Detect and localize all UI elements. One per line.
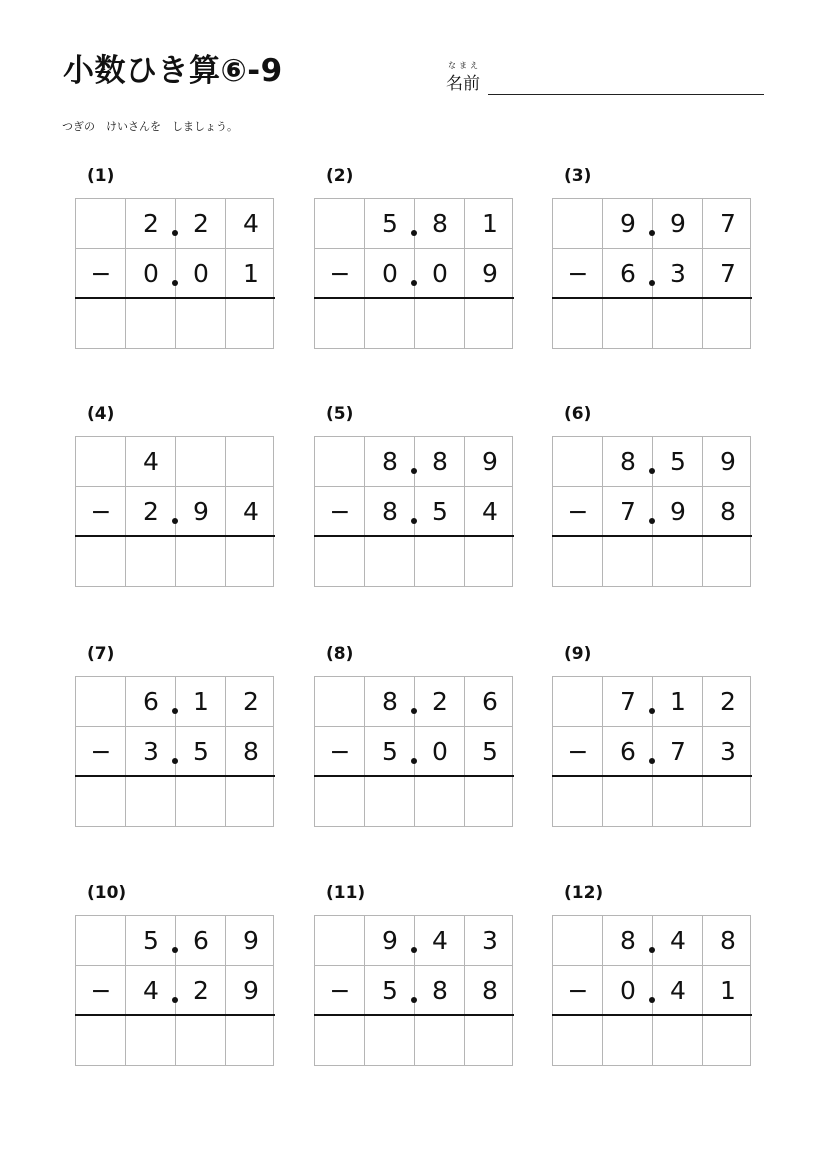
problem-number: (1) bbox=[87, 166, 115, 186]
answer-grid bbox=[314, 676, 513, 827]
minus-sign: − bbox=[90, 976, 112, 1005]
minus-sign: − bbox=[90, 737, 112, 766]
minuend-digit: 8 bbox=[432, 447, 448, 476]
answer-cell[interactable] bbox=[703, 537, 753, 587]
subtrahend-digit: 3 bbox=[143, 737, 159, 766]
minus-sign: − bbox=[567, 737, 589, 766]
subtrahend-digit: 3 bbox=[670, 259, 686, 288]
decimal-point bbox=[172, 997, 178, 1003]
decimal-point bbox=[411, 468, 417, 474]
minuend-digit bbox=[76, 199, 126, 249]
minuend-digit: 5 bbox=[143, 926, 159, 955]
minus-sign: − bbox=[329, 737, 351, 766]
minuend-digit: 4 bbox=[670, 926, 686, 955]
answer-cell[interactable] bbox=[553, 1016, 603, 1066]
answer-cell[interactable] bbox=[465, 299, 515, 349]
subtrahend-digit: 8 bbox=[482, 976, 498, 1005]
minuend-digit: 7 bbox=[720, 209, 736, 238]
minuend-digit: 4 bbox=[143, 447, 159, 476]
answer-cell[interactable] bbox=[365, 1016, 415, 1066]
minuend-digit bbox=[315, 437, 365, 487]
answer-grid bbox=[75, 676, 274, 827]
answer-cell[interactable] bbox=[465, 537, 515, 587]
minuend-digit bbox=[553, 437, 603, 487]
subtrahend-digit: 5 bbox=[382, 737, 398, 766]
minuend-digit: 2 bbox=[432, 687, 448, 716]
minus-sign: − bbox=[567, 976, 589, 1005]
minuend-digit bbox=[553, 199, 603, 249]
minuend-digit bbox=[176, 437, 226, 487]
answer-cell[interactable] bbox=[703, 777, 753, 827]
answer-cell[interactable] bbox=[126, 777, 176, 827]
name-label: 名前 bbox=[446, 74, 480, 94]
answer-cell[interactable] bbox=[176, 299, 226, 349]
subtrahend-digit: 7 bbox=[670, 737, 686, 766]
answer-grid bbox=[75, 436, 274, 587]
minuend-digit: 1 bbox=[670, 687, 686, 716]
minuend-digit: 2 bbox=[243, 687, 259, 716]
answer-cell[interactable] bbox=[553, 299, 603, 349]
answer-cell[interactable] bbox=[603, 777, 653, 827]
subtrahend-digit: 0 bbox=[143, 259, 159, 288]
answer-cell[interactable] bbox=[365, 777, 415, 827]
decimal-point bbox=[172, 518, 178, 524]
decimal-point bbox=[649, 947, 655, 953]
problem-number: (2) bbox=[326, 166, 354, 186]
subtrahend-digit: 6 bbox=[620, 737, 636, 766]
subtrahend-digit: 5 bbox=[382, 976, 398, 1005]
problem-number: (12) bbox=[564, 883, 604, 903]
decimal-point bbox=[411, 997, 417, 1003]
decimal-point bbox=[649, 230, 655, 236]
minuend-digit: 9 bbox=[243, 926, 259, 955]
minuend-digit: 2 bbox=[143, 209, 159, 238]
minuend-digit: 1 bbox=[482, 209, 498, 238]
answer-cell[interactable] bbox=[603, 1016, 653, 1066]
decimal-point bbox=[649, 997, 655, 1003]
answer-cell[interactable] bbox=[76, 777, 126, 827]
subtrahend-digit: 1 bbox=[720, 976, 736, 1005]
decimal-point bbox=[411, 758, 417, 764]
answer-cell[interactable] bbox=[603, 537, 653, 587]
subtrahend-digit: 4 bbox=[482, 497, 498, 526]
decimal-point bbox=[411, 947, 417, 953]
minus-sign: − bbox=[90, 259, 112, 288]
answer-cell[interactable] bbox=[703, 1016, 753, 1066]
answer-grid bbox=[314, 915, 513, 1066]
decimal-point bbox=[649, 758, 655, 764]
minuend-digit bbox=[553, 916, 603, 966]
minuend-digit: 5 bbox=[382, 209, 398, 238]
answer-cell[interactable] bbox=[415, 777, 465, 827]
minuend-digit: 9 bbox=[620, 209, 636, 238]
decimal-point bbox=[649, 468, 655, 474]
answer-cell[interactable] bbox=[226, 777, 276, 827]
answer-grid bbox=[314, 198, 513, 349]
answer-cell[interactable] bbox=[365, 537, 415, 587]
answer-grid bbox=[552, 436, 751, 587]
answer-cell[interactable] bbox=[226, 537, 276, 587]
subtrahend-digit: 8 bbox=[720, 497, 736, 526]
decimal-point bbox=[172, 947, 178, 953]
answer-cell[interactable] bbox=[465, 777, 515, 827]
subtrahend-digit: 5 bbox=[482, 737, 498, 766]
decimal-point bbox=[649, 280, 655, 286]
answer-cell[interactable] bbox=[126, 299, 176, 349]
subtrahend-digit: 1 bbox=[243, 259, 259, 288]
subtrahend-digit: 0 bbox=[432, 737, 448, 766]
decimal-point bbox=[172, 758, 178, 764]
answer-cell[interactable] bbox=[315, 299, 365, 349]
problem-number: (9) bbox=[564, 644, 592, 664]
minuend-digit: 9 bbox=[382, 926, 398, 955]
minuend-digit: 8 bbox=[432, 209, 448, 238]
minus-sign: − bbox=[567, 497, 589, 526]
minuend-digit: 8 bbox=[382, 447, 398, 476]
subtrahend-digit: 4 bbox=[143, 976, 159, 1005]
decimal-point bbox=[411, 708, 417, 714]
decimal-point bbox=[649, 708, 655, 714]
minus-sign: − bbox=[567, 259, 589, 288]
answer-cell[interactable] bbox=[653, 299, 703, 349]
subtrahend-digit: 2 bbox=[143, 497, 159, 526]
answer-cell[interactable] bbox=[415, 1016, 465, 1066]
answer-cell[interactable] bbox=[653, 777, 703, 827]
decimal-point bbox=[172, 280, 178, 286]
name-ruby: なまえ bbox=[448, 61, 481, 70]
subtrahend-digit: 8 bbox=[382, 497, 398, 526]
subtrahend-digit: 0 bbox=[432, 259, 448, 288]
minuend-digit: 2 bbox=[193, 209, 209, 238]
answer-cell[interactable] bbox=[703, 299, 753, 349]
problem-number: (10) bbox=[87, 883, 127, 903]
minuend-digit: 9 bbox=[720, 447, 736, 476]
problem-number: (3) bbox=[564, 166, 592, 186]
decimal-point bbox=[411, 518, 417, 524]
minuend-digit bbox=[76, 916, 126, 966]
subtrahend-digit: 0 bbox=[382, 259, 398, 288]
answer-cell[interactable] bbox=[553, 777, 603, 827]
minuend-digit: 4 bbox=[432, 926, 448, 955]
answer-cell[interactable] bbox=[76, 537, 126, 587]
answer-grid bbox=[552, 676, 751, 827]
decimal-point bbox=[411, 280, 417, 286]
subtrahend-digit: 2 bbox=[193, 976, 209, 1005]
answer-cell[interactable] bbox=[653, 537, 703, 587]
subtrahend-digit: 4 bbox=[670, 976, 686, 1005]
answer-cell[interactable] bbox=[176, 1016, 226, 1066]
minuend-digit: 8 bbox=[382, 687, 398, 716]
answer-cell[interactable] bbox=[226, 299, 276, 349]
problem-number: (11) bbox=[326, 883, 366, 903]
answer-cell[interactable] bbox=[365, 299, 415, 349]
problem-number: (8) bbox=[326, 644, 354, 664]
subtrahend-digit: 5 bbox=[193, 737, 209, 766]
answer-grid bbox=[75, 198, 274, 349]
answer-cell[interactable] bbox=[315, 1016, 365, 1066]
answer-cell[interactable] bbox=[315, 537, 365, 587]
decimal-point bbox=[649, 518, 655, 524]
answer-grid bbox=[75, 915, 274, 1066]
name-write-line[interactable] bbox=[488, 94, 764, 95]
answer-cell[interactable] bbox=[126, 537, 176, 587]
answer-cell[interactable] bbox=[465, 1016, 515, 1066]
minuend-digit: 9 bbox=[670, 209, 686, 238]
minuend-digit: 6 bbox=[482, 687, 498, 716]
instruction-text: つぎの けいさんを しましょう。 bbox=[62, 120, 238, 133]
worksheet-title: 小数ひき算⑥-9 bbox=[63, 53, 283, 89]
minuend-digit bbox=[76, 437, 126, 487]
subtrahend-digit: 0 bbox=[620, 976, 636, 1005]
minuend-digit: 7 bbox=[620, 687, 636, 716]
subtrahend-digit: 8 bbox=[432, 976, 448, 1005]
subtrahend-digit: 3 bbox=[720, 737, 736, 766]
problem-number: (4) bbox=[87, 404, 115, 424]
minus-sign: − bbox=[329, 497, 351, 526]
problem-number: (7) bbox=[87, 644, 115, 664]
minuend-digit: 6 bbox=[193, 926, 209, 955]
minuend-digit: 4 bbox=[243, 209, 259, 238]
subtrahend-digit: 6 bbox=[620, 259, 636, 288]
subtrahend-digit: 9 bbox=[193, 497, 209, 526]
minuend-digit: 5 bbox=[670, 447, 686, 476]
subtrahend-digit: 9 bbox=[243, 976, 259, 1005]
minuend-digit: 6 bbox=[143, 687, 159, 716]
problem-number: (5) bbox=[326, 404, 354, 424]
decimal-point bbox=[172, 230, 178, 236]
subtrahend-digit: 9 bbox=[482, 259, 498, 288]
minus-sign: − bbox=[329, 976, 351, 1005]
minuend-digit bbox=[76, 677, 126, 727]
subtrahend-digit: 7 bbox=[720, 259, 736, 288]
minuend-digit: 9 bbox=[482, 447, 498, 476]
decimal-point bbox=[411, 230, 417, 236]
answer-grid bbox=[552, 915, 751, 1066]
minuend-digit: 8 bbox=[720, 926, 736, 955]
answer-cell[interactable] bbox=[415, 537, 465, 587]
minuend-digit: 3 bbox=[482, 926, 498, 955]
answer-grid bbox=[314, 436, 513, 587]
answer-cell[interactable] bbox=[415, 299, 465, 349]
answer-cell[interactable] bbox=[315, 777, 365, 827]
minuend-digit bbox=[315, 916, 365, 966]
subtrahend-digit: 9 bbox=[670, 497, 686, 526]
minus-sign: − bbox=[90, 497, 112, 526]
answer-cell[interactable] bbox=[226, 1016, 276, 1066]
subtrahend-digit: 0 bbox=[193, 259, 209, 288]
subtrahend-digit: 7 bbox=[620, 497, 636, 526]
minuend-digit bbox=[553, 677, 603, 727]
subtrahend-digit: 4 bbox=[243, 497, 259, 526]
answer-grid bbox=[552, 198, 751, 349]
subtrahend-digit: 5 bbox=[432, 497, 448, 526]
minuend-digit: 2 bbox=[720, 687, 736, 716]
answer-cell[interactable] bbox=[76, 299, 126, 349]
minuend-digit: 8 bbox=[620, 447, 636, 476]
answer-cell[interactable] bbox=[603, 299, 653, 349]
answer-cell[interactable] bbox=[653, 1016, 703, 1066]
minuend-digit bbox=[226, 437, 276, 487]
problem-number: (6) bbox=[564, 404, 592, 424]
minuend-digit bbox=[315, 199, 365, 249]
minus-sign: − bbox=[329, 259, 351, 288]
answer-cell[interactable] bbox=[126, 1016, 176, 1066]
minuend-digit: 1 bbox=[193, 687, 209, 716]
answer-cell[interactable] bbox=[553, 537, 603, 587]
answer-cell[interactable] bbox=[176, 777, 226, 827]
minuend-digit bbox=[315, 677, 365, 727]
subtrahend-digit: 8 bbox=[243, 737, 259, 766]
answer-cell[interactable] bbox=[76, 1016, 126, 1066]
decimal-point bbox=[172, 708, 178, 714]
minuend-digit: 8 bbox=[620, 926, 636, 955]
answer-cell[interactable] bbox=[176, 537, 226, 587]
